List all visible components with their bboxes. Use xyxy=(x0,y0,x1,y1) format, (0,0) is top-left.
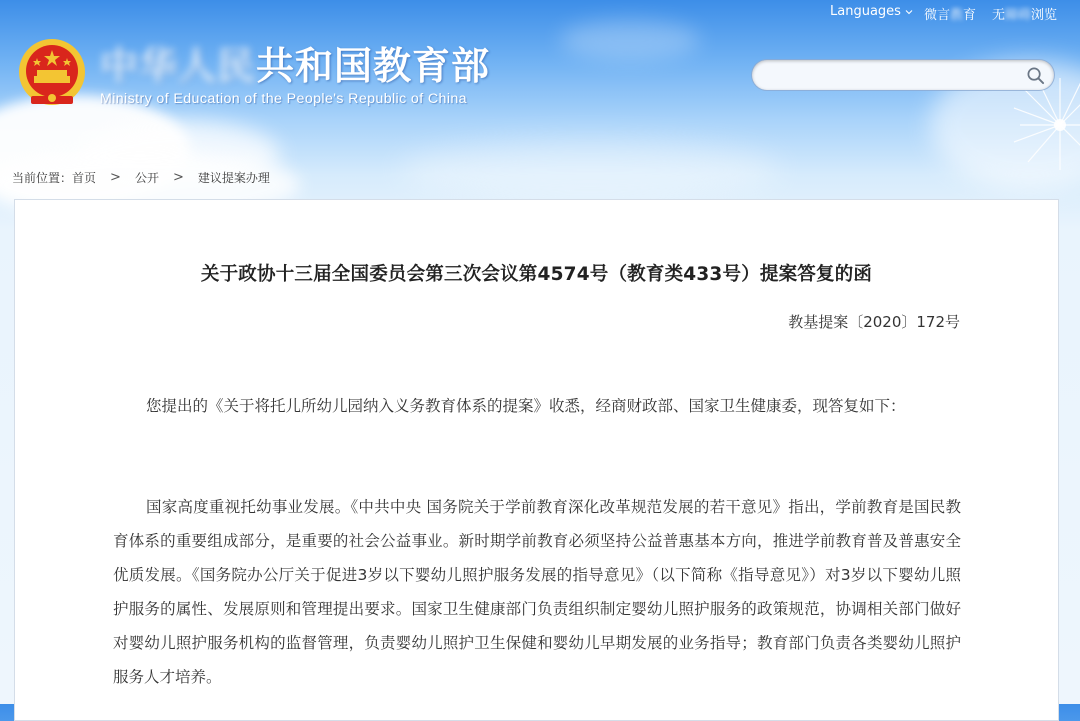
document-panel xyxy=(14,199,1059,721)
access-prefix-text: 无 xyxy=(992,8,1006,23)
site-title-chinese xyxy=(100,44,490,88)
access-blurred-text: 障碍 xyxy=(1005,8,1032,23)
chevron-down-icon xyxy=(905,8,913,16)
search-icon[interactable] xyxy=(1026,66,1045,85)
breadcrumb-public-link[interactable]: 公开 xyxy=(134,171,159,185)
breadcrumb-home-link[interactable]: 首页 xyxy=(72,171,97,185)
document-paragraph: 您提出的《关于将托儿所幼儿园纳入义务教育体系的提案》收悉，经商财政部、国家卫生健康委，现答复如下： xyxy=(146,397,906,415)
weiyan-text: 微言 xyxy=(924,8,951,23)
document-number: 教基提案〔2020〕172号 xyxy=(788,313,960,331)
site-title-blurred-part: 中华人民 xyxy=(100,44,257,88)
languages-dropdown[interactable] xyxy=(830,4,913,19)
site-title-english: Ministry of Education of the People's Republic of China xyxy=(100,91,467,107)
search-input[interactable] xyxy=(766,65,1020,87)
weiyan-education-link[interactable] xyxy=(924,4,976,23)
breadcrumb xyxy=(12,168,270,188)
document-title: 关于政协十三届全国委员会第三次会议第4574号（教育类433号）提案答复的函 xyxy=(200,264,873,285)
cloud-decoration xyxy=(560,20,700,60)
languages-label: Languages xyxy=(830,4,901,19)
national-emblem-icon xyxy=(17,38,87,108)
accessibility-link[interactable] xyxy=(992,4,1057,23)
weiyan-tail-text: 育 xyxy=(963,8,977,23)
search-box xyxy=(752,60,1054,90)
breadcrumb-proposal-link[interactable]: 建议提案办理 xyxy=(197,171,270,185)
access-suffix-text: 浏览 xyxy=(1031,8,1058,23)
cloud-decoration xyxy=(400,140,780,200)
breadcrumb-label: 当前位置： xyxy=(12,171,73,185)
document-paragraph: 国家高度重视托幼事业发展。《中共中央 国务院关于学前教育深化改革规范发展的若干意见》指出，学前教育是国民教育体系的重要组成部分，是重要的社会公益事业。新时期学前教育必须坚持公益普惠基本方向，推进学前教育普及普惠安全优质发展。《国务院办公厅关于促进3岁以下婴幼儿照护服务发展的指导意见》（以下简称《指导意见》）对3岁以下婴幼儿照护服务的属性、发展原则和管理提出要求。国家卫生健康部门负责组织制定婴幼儿照护服务的政策规范，协调相关部门做好对婴幼儿照护服务机构的监督管理，负责婴幼儿照护卫生保健和婴幼儿早期发展的业务指导；教育部门负责各类婴幼儿照护服务人才培养。 xyxy=(113,498,961,686)
breadcrumb-separator: > xyxy=(110,170,121,185)
site-title-visible-part: 共和国教育部 xyxy=(256,44,491,88)
top-links-bar xyxy=(820,0,1080,26)
weiyan-blurred-text: 教 xyxy=(950,8,964,23)
breadcrumb-separator: > xyxy=(172,170,184,185)
